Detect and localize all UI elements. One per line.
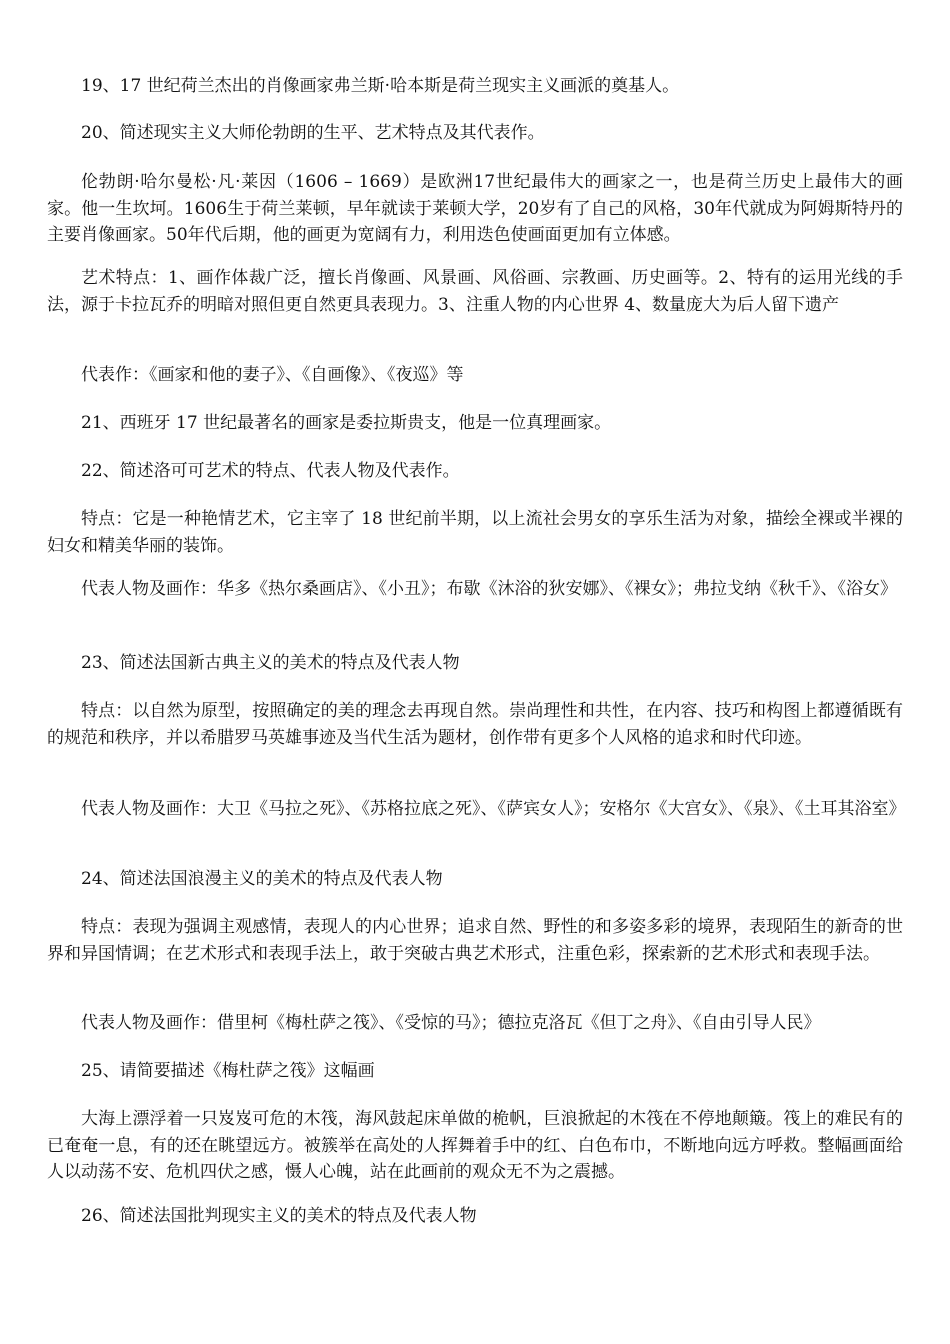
romanticism-works: 代表人物及画作：借里柯《梅杜萨之筏》、《受惊的马》；德拉克洛瓦《但丁之舟》、《自由引导人民》 [81,1013,821,1033]
question-24: 24、简述法国浪漫主义的美术的特点及代表人物 [81,869,443,889]
rococo-works: 代表人物及画作：华多《热尔桑画店》、《小丑》；布歇《沐浴的狄安娜》、《裸女》；弗拉戈纳《秋千》、《浴女》 [81,579,897,599]
question-19: 19、17 世纪荷兰杰出的肖像画家弗兰斯·哈本斯是荷兰现实主义画派的奠基人。 [81,76,680,96]
question-25: 25、请简要描述《梅杜萨之筏》这幅画 [81,1061,375,1081]
neoclassical-features: 特点：以自然为原型，按照确定的美的理念去再现自然。崇尚理性和共性，在内容、技巧和构图上都遵循既有的规范和秩序，并以希腊罗马英雄事迹及当代生活为题材，创作带有更多个人风格的追求和时代印迹。 [47,701,903,748]
rembrandt-biography: 伦勃朗·哈尔曼松·凡·莱因（1606 – 1669）是欧洲17世纪最伟大的画家之一，也是荷兰历史上最伟大的画家。他一生坎坷。1606生于荷兰莱顿，早年就读于莱顿大学，20岁有了自己的风格，30年代就成为阿姆斯特丹的主要肖像画家。50年代后期，他的画更为宽阔有力，利用迭色使画面更加有立体感。 [47,172,903,245]
rococo-features: 特点：它是一种艳情艺术，它主宰了 18 世纪前半期，以上流社会男女的享乐生活为对象，描绘全裸或半裸的妇女和精美华丽的装饰。 [47,509,903,556]
question-22: 22、简述洛可可艺术的特点、代表人物及代表作。 [81,461,460,481]
romanticism-features: 特点：表现为强调主观感情，表现人的内心世界；追求自然、野性的和多姿多彩的境界，表现陌生的新奇的世界和异国情调；在艺术形式和表现手法上，敢于突破古典艺术形式，注重色彩，探索新的艺术形式和表现手法。 [47,917,903,964]
question-20: 20、简述现实主义大师伦勃朗的生平、艺术特点及其代表作。 [81,123,545,143]
neoclassical-works: 代表人物及画作：大卫《马拉之死》、《苏格拉底之死》、《萨宾女人》；安格尔《大宫女》、《泉》、《土耳其浴室》 [81,799,906,819]
question-26: 26、简述法国批判现实主义的美术的特点及代表人物 [81,1206,477,1226]
rembrandt-art-features: 艺术特点：1、画作体裁广泛，擅长肖像画、风景画、风俗画、宗教画、历史画等。2、特有的运用光线的手法，源于卡拉瓦乔的明暗对照但更自然更具表现力。3、注重人物的内心世界 4、数量庞大为后人留下遗产 [47,268,903,315]
question-21: 21、西班牙 17 世纪最著名的画家是委拉斯贵支，他是一位真理画家。 [81,413,612,433]
rembrandt-works: 代表作：《画家和他的妻子》、《自画像》、《夜巡》等 [81,365,464,385]
medusa-raft-description: 大海上漂浮着一只岌岌可危的木筏，海风鼓起床单做的桅帆，巨浪掀起的木筏在不停地颠簸。筏上的难民有的已奄奄一息，有的还在眺望远方。被簇举在高处的人挥舞着手中的红、白色布巾，不断地向远方呼救。整幅画面给人以动荡不安、危机四伏之感，慑人心魄，站在此画前的观众无不为之震撼。 [47,1109,903,1182]
question-23: 23、简述法国新古典主义的美术的特点及代表人物 [81,653,460,673]
